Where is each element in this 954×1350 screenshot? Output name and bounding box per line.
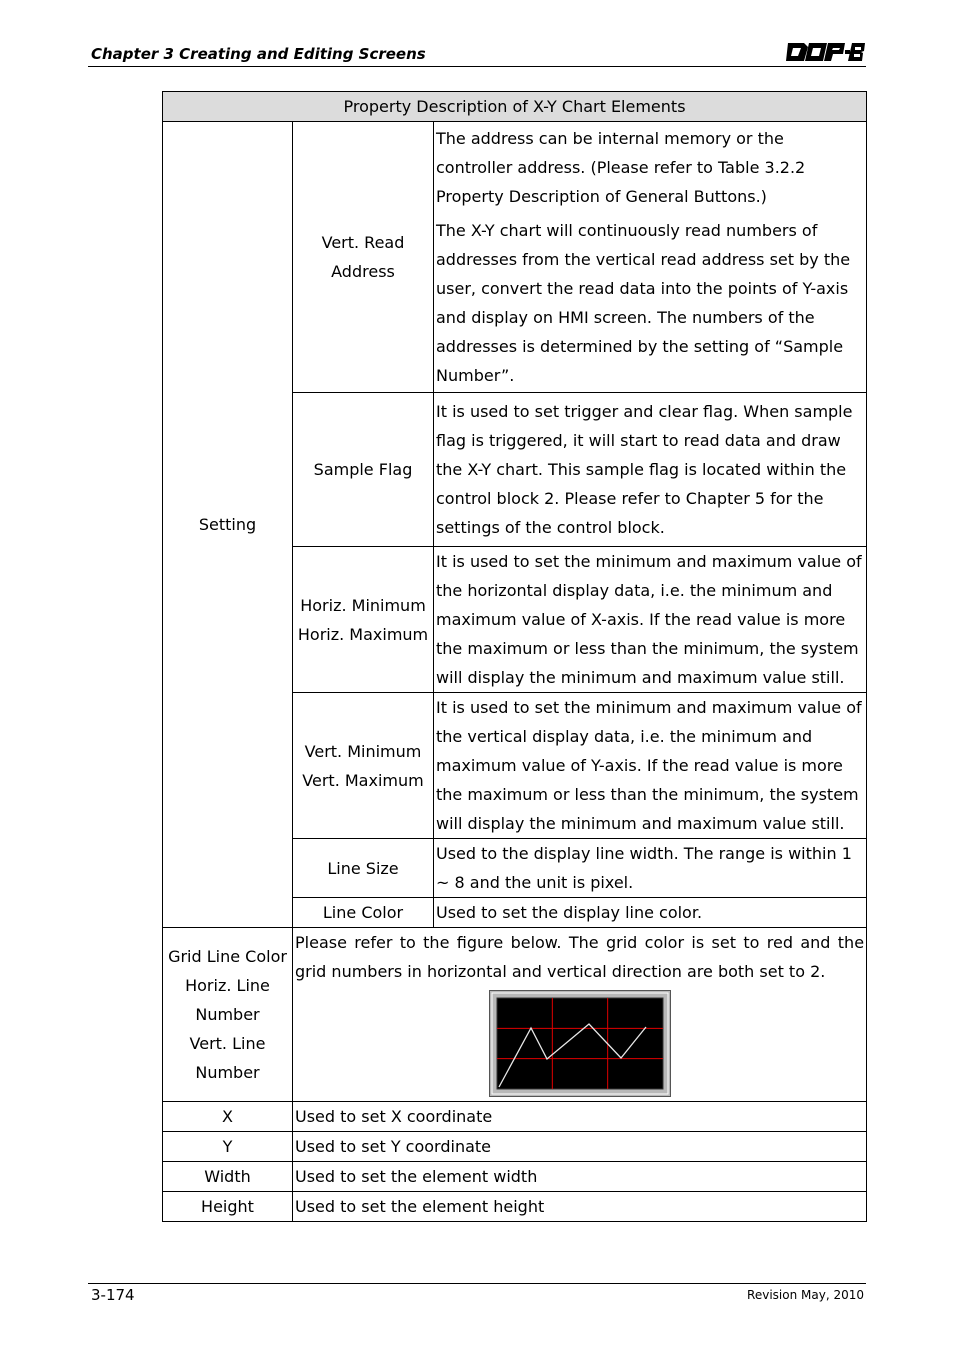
page-number: 3-174 bbox=[91, 1286, 135, 1304]
property-table bbox=[162, 91, 867, 1222]
name-line: Horiz. Maximum bbox=[297, 624, 429, 644]
chapter-title: Chapter 3 Creating and Editing Screens bbox=[91, 45, 426, 63]
name-line: Horiz. Line Number bbox=[185, 976, 270, 1024]
header-rule bbox=[88, 66, 866, 67]
property-desc-y: Used to set Y coordinate bbox=[293, 1132, 867, 1162]
dop-b-logo bbox=[782, 40, 866, 64]
property-desc-line-color: Used to set the display line color. bbox=[434, 898, 867, 928]
name-line: Horiz. Minimum bbox=[300, 595, 426, 615]
property-name-line-size: Line Size bbox=[293, 839, 434, 898]
desc-paragraph: The X-Y chart will continuously read numbers of addresses from the vertical read address set by the user, convert the read data into the points of Y-axis and display on HMI screen. The numbers of the addresses is determined by the setting of “Sample Number”. bbox=[436, 221, 851, 385]
property-desc-grid bbox=[293, 928, 867, 1102]
property-desc-vert-read-address bbox=[434, 122, 867, 393]
name-line: Vert. Maximum bbox=[302, 770, 424, 790]
property-desc-horiz-min-max: It is used to set the minimum and maximum value of the horizontal display data, i.e. the minimum and maximum value of X-axis. If the read value is more the maximum or less than the minimum, the system will display the minimum and maximum value still. bbox=[434, 547, 867, 693]
table-title: Property Description of X-Y Chart Elements bbox=[163, 92, 867, 122]
property-desc-sample-flag: It is used to set trigger and clear flag. When sample flag is triggered, it will start to read data and draw the X-Y chart. This sample flag is located within the control block 2. Please refer to Chapter 5 for the settings of the control block. bbox=[434, 393, 867, 547]
property-desc-vert-min-max: It is used to set the minimum and maximum value of the vertical display data, i.e. the minimum and maximum value of Y-axis. If the read value is more the maximum or less than the minimum, the system will display the minimum and maximum value still. bbox=[434, 693, 867, 839]
property-name-vert-read-address: Vert. Read Address bbox=[293, 122, 434, 393]
name-line: Vert. Minimum bbox=[304, 741, 422, 761]
property-desc-x: Used to set X coordinate bbox=[293, 1102, 867, 1132]
grid-desc-text: Please refer to the figure below. The grid color is set to red and the grid numbers in horizontal and vertical direction are both set to 2. bbox=[295, 933, 865, 981]
property-name-height: Height bbox=[163, 1192, 293, 1222]
property-name-horiz-min-max bbox=[293, 547, 434, 693]
setting-group-label: Setting bbox=[163, 122, 293, 928]
name-line: Vert. Line Number bbox=[189, 1034, 266, 1082]
property-desc-width: Used to set the element width bbox=[293, 1162, 867, 1192]
name-line: Grid Line Color bbox=[168, 947, 287, 966]
desc-paragraph: The address can be internal memory or the controller address. (Please refer to Table 3.2.2 Property Description of General Buttons.) bbox=[436, 129, 806, 206]
property-name-grid bbox=[163, 928, 293, 1102]
property-name-width: Width bbox=[163, 1162, 293, 1192]
revision-date: Revision May, 2010 bbox=[747, 1288, 864, 1302]
property-desc-line-size: Used to the display line width. The range is within 1 ~ 8 and the unit is pixel. bbox=[434, 839, 867, 898]
property-desc-height: Used to set the element height bbox=[293, 1192, 867, 1222]
property-name-x: X bbox=[163, 1102, 293, 1132]
xy-chart-figure bbox=[489, 990, 671, 1097]
property-name-vert-min-max bbox=[293, 693, 434, 839]
property-name-line-color: Line Color bbox=[293, 898, 434, 928]
property-name-y: Y bbox=[163, 1132, 293, 1162]
footer-rule bbox=[88, 1283, 866, 1284]
property-name-sample-flag: Sample Flag bbox=[293, 393, 434, 547]
figure-container bbox=[295, 986, 864, 1101]
